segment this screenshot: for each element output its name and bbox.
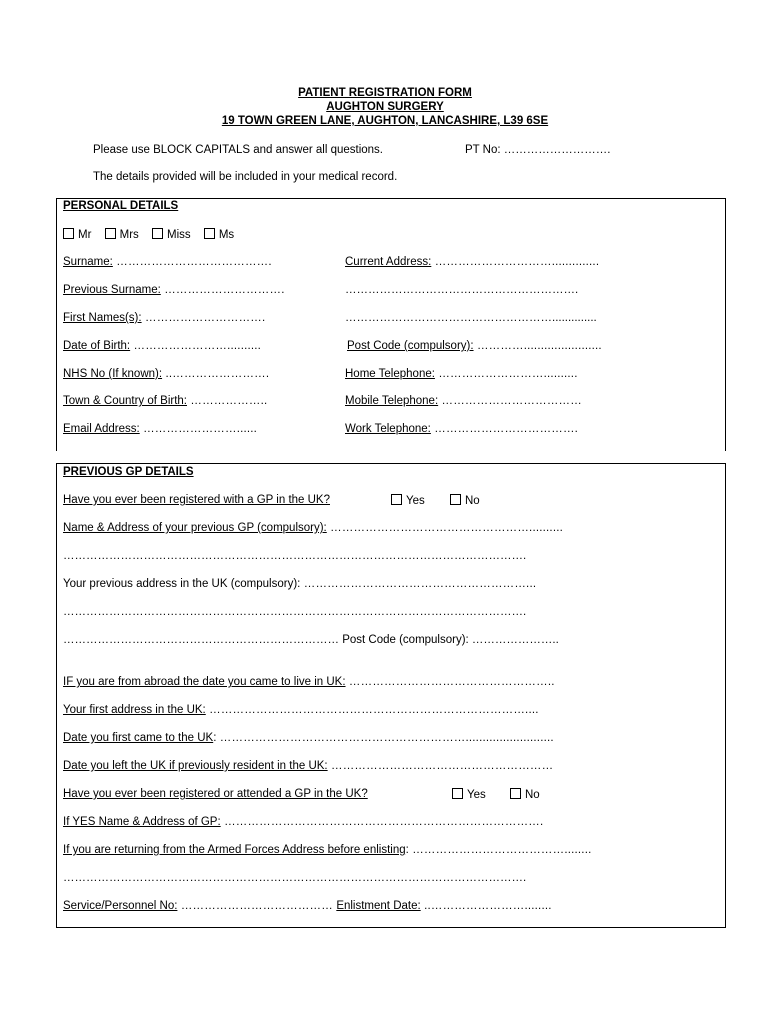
instruction-text: Please use BLOCK CAPITALS and answer all questions. — [93, 144, 383, 156]
email-address-field[interactable]: Email Address: ……………………...... — [63, 423, 258, 435]
registered-uk-question: Have you ever been registered with a GP in the UK? — [63, 494, 330, 506]
registered-attended-yes-option[interactable]: Yes — [452, 788, 486, 801]
medical-record-note: The details provided will be included in your medical record. — [93, 171, 398, 183]
postcode-field[interactable]: Post Code (compulsory): …………....................... — [347, 340, 602, 352]
enlistment-date-field[interactable]: ..……………………........ — [420, 900, 552, 912]
armed-forces-address-field[interactable]: If you are returning from the Armed Forces Address before enlisting: …………………………………........ — [63, 844, 592, 856]
checkbox-mr[interactable] — [63, 228, 74, 239]
home-telephone-field[interactable]: Home Telephone: ……………………….......... — [345, 368, 578, 380]
surgery-name: AUGHTON SURGERY — [326, 101, 444, 113]
current-address-line-2[interactable]: ……………………………………………………. — [345, 284, 579, 296]
checkbox-attended-yes[interactable] — [452, 788, 463, 799]
left-uk-date-field[interactable]: Date you left the UK if previously resident in the UK: ………………………………………………… — [63, 760, 554, 772]
form-header — [0, 86, 770, 128]
previous-address-line-3[interactable]: ……………………………………………………………… Post Code (compulsory): ………………….. — [63, 634, 559, 646]
previous-gp-name-address-field[interactable]: Name & Address of your previous GP (compulsory): …………………………………………….......... — [63, 522, 564, 534]
title-option-mr[interactable]: Mr — [63, 228, 91, 241]
mobile-telephone-field[interactable]: Mobile Telephone: ……………………………… — [345, 395, 582, 407]
current-address-field[interactable]: Current Address: ………………………….............. — [345, 256, 600, 268]
armed-forces-line-2[interactable]: …………………………………………………………………………………………………………. — [63, 872, 527, 884]
first-came-uk-date-field[interactable]: Date you first came to the UK: ……………………………………………………….......................... — [63, 732, 554, 744]
previous-gp-title: PREVIOUS GP DETAILS — [63, 466, 194, 478]
work-telephone-field[interactable]: Work Telephone: ………………………………. — [345, 423, 579, 435]
previous-address-field[interactable]: Your previous address in the UK (compulsory): …………………………………………………... — [63, 578, 537, 590]
first-names-field[interactable]: First Names(s): …………………………. — [63, 312, 266, 324]
if-yes-gp-field[interactable]: If YES Name & Address of GP: ………………………………………………………………………. — [63, 816, 544, 828]
checkbox-registered-yes[interactable] — [391, 494, 402, 505]
checkbox-mrs[interactable] — [105, 228, 116, 239]
personal-details-title: PERSONAL DETAILS — [63, 200, 179, 212]
title-option-miss[interactable]: Miss — [152, 228, 191, 241]
form-title: PATIENT REGISTRATION FORM — [298, 87, 472, 99]
title-options — [63, 228, 244, 241]
surname-field[interactable]: Surname: …………………………………. — [63, 256, 272, 268]
surgery-address: 19 TOWN GREEN LANE, AUGHTON, LANCASHIRE, L39 6SE — [221, 115, 549, 127]
title-option-ms[interactable]: Ms — [204, 228, 234, 241]
title-option-mrs[interactable]: Mrs — [105, 228, 139, 241]
registered-attended-question: Have you ever been registered or attended a GP in the UK? — [63, 788, 368, 800]
previous-address-postcode: Post Code (compulsory): ………………….. — [339, 634, 559, 646]
registered-uk-yes-option[interactable]: Yes — [391, 494, 425, 507]
checkbox-miss[interactable] — [152, 228, 163, 239]
abroad-date-field[interactable]: IF you are from abroad the date you came to live in UK: …………………………………………….. — [63, 676, 555, 688]
checkbox-registered-no[interactable] — [450, 494, 461, 505]
registered-uk-no-option[interactable]: No — [450, 494, 480, 507]
date-of-birth-field[interactable]: Date of Birth: …………………….......... — [63, 340, 262, 352]
first-uk-address-field[interactable]: Your first address in the UK: ……………………………………………………………………….... — [63, 704, 539, 716]
checkbox-ms[interactable] — [204, 228, 215, 239]
previous-gp-line-2[interactable]: …………………………………………………………………………………………………………. — [63, 550, 527, 562]
current-address-line-3[interactable]: ……………………………………………….............. — [345, 312, 597, 324]
registered-attended-no-option[interactable]: No — [510, 788, 540, 801]
nhs-number-field[interactable]: NHS No (If known): ..……………………. — [63, 368, 270, 380]
enlistment-date-label: Enlistment Date: — [336, 900, 421, 912]
checkbox-attended-no[interactable] — [510, 788, 521, 799]
town-country-birth-field[interactable]: Town & Country of Birth: ……………….. — [63, 395, 268, 407]
pt-no-field[interactable]: PT No: ………………………. — [465, 144, 611, 156]
previous-address-line-2[interactable]: …………………………………………………………………………………………………………. — [63, 606, 527, 618]
service-personnel-no-field[interactable]: Service/Personnel No: ………………………………… Enlistment Date: ..……………………........ — [63, 900, 552, 912]
previous-surname-field[interactable]: Previous Surname: …………………………. — [63, 284, 285, 296]
